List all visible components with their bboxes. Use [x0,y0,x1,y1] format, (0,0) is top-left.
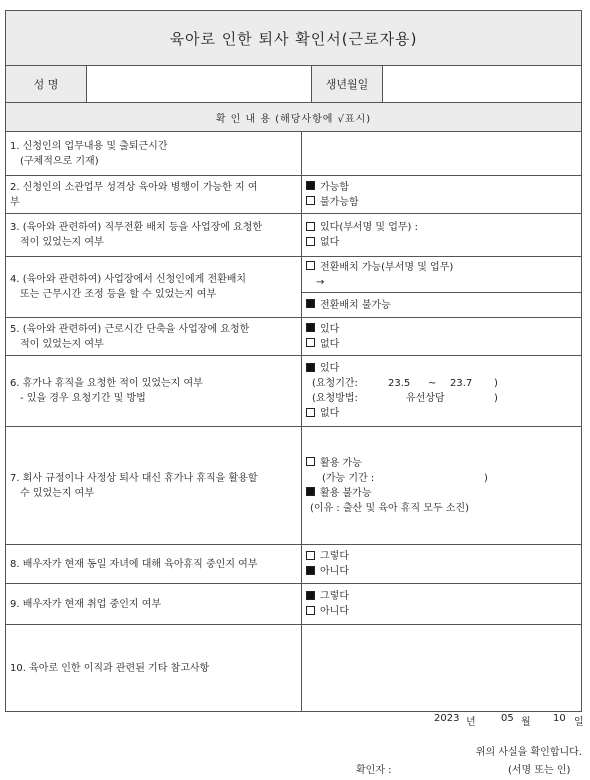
checkbox[interactable] [306,551,315,560]
question-row-8 [6,545,581,584]
answer-9 [302,584,581,624]
question-5: 5. (육아와 관련하여) 근로시간 단축을 사업장에 요청한 적이 있었는지 여부 [6,318,302,355]
checkbox[interactable] [306,338,315,347]
question-9: 9. 배우자가 현재 취업 중인지 여부 [6,584,302,624]
option-yes[interactable]: 있다 [306,361,577,376]
checkbox[interactable] [306,363,315,372]
option-no[interactable]: 없다 [306,235,577,250]
form-frame [5,10,582,712]
option-impossible[interactable]: 불가능함 [306,195,577,210]
option-unusable[interactable]: 활용 불가능 [306,486,577,501]
question-row-1 [6,132,581,176]
section-header: 확 인 내 용 (해당사항에 √표시) [6,103,581,132]
date-month: 05 [501,713,514,724]
question-3: 3. (육아와 관련하여) 직무전환 배치 등을 사업장에 요청한 적이 있었는지 여부 [6,214,302,256]
question-8: 8. 배우자가 현재 동일 자녀에 대해 육아휴직 중인지 여부 [6,545,302,583]
question-row-6 [6,356,581,427]
option-no[interactable]: 없다 [306,406,577,421]
answer-4 [302,257,581,317]
answer-5 [302,318,581,355]
option-yes[interactable]: 있다 [306,322,577,337]
signer-label: 확인자 : [356,765,392,776]
option-transfer-possible[interactable]: 전환배치 가능(부서명 및 업무) [306,260,577,275]
option-usable[interactable]: 활용 가능 [306,456,577,471]
answer-2 [302,176,581,213]
form-title: 육아로 인한 퇴사 확인서(근로자용) [6,11,581,66]
date-year: 2023 [434,713,460,724]
date-day: 10 [553,713,566,724]
request-period: (요청기간: 23.5 ~ 23.7 ) [312,378,498,389]
checkbox[interactable] [306,237,315,246]
unusable-reason: (이유 : 출산 및 육아 휴직 모두 소진) [310,502,470,514]
answer-6 [302,356,581,426]
checkbox[interactable] [306,457,315,466]
question-row-4 [6,257,581,318]
personal-info-row [6,66,581,103]
checkbox[interactable] [306,299,315,308]
answer-10[interactable] [302,625,581,711]
option-possible[interactable]: 가능함 [306,180,577,195]
checkbox[interactable] [306,261,315,270]
option-no[interactable]: 없다 [306,337,577,352]
checkbox[interactable] [306,408,315,417]
checkbox[interactable] [306,606,315,615]
request-method: (요청방법: 유선상담 ) [312,393,498,404]
checkbox[interactable] [306,196,315,205]
checkbox[interactable] [306,181,315,190]
question-row-5 [6,318,581,356]
question-1: 1. 신청인의 업무내용 및 출퇴근시간 (구체적으로 기재) [6,132,302,175]
answer-1 [302,132,581,175]
checkbox[interactable] [306,487,315,496]
period-from: 23.5 [388,378,411,389]
confirm-statement: 위의 사실을 확인합니다. [475,747,582,758]
birthdate-label: 생년월일 [312,66,383,102]
option-no[interactable]: 아니다 [306,564,577,579]
checkbox[interactable] [306,323,315,332]
method-value: 유선상담 [406,393,445,404]
checkbox[interactable] [306,566,315,575]
option-yes[interactable]: 그렇다 [306,589,577,604]
answer-8 [302,545,581,583]
period-to: 23.7 [450,378,473,389]
question-6: 6. 휴가나 휴직을 요청한 적이 있었는지 여부 - 있을 경우 요청기간 및 방법 [6,356,302,426]
option-no[interactable]: 아니다 [306,604,577,619]
question-4: 4. (육아와 관련하여) 사업장에서 신청인에게 전환배치 또는 근무시간 조정 등을 할 수 있었는지 여부 [6,257,302,317]
question-row-9 [6,584,581,625]
checkbox[interactable] [306,591,315,600]
question-7: 7. 회사 규정이나 사정상 퇴사 대신 휴가나 휴직을 활용할 수 있었는지 여부 [6,427,302,544]
name-value [87,66,312,102]
birthdate-value [383,66,581,102]
checkbox[interactable] [306,222,315,231]
question-row-2 [6,176,581,214]
option-yes[interactable]: 그렇다 [306,549,577,564]
signature-note: (서명 또는 인) [508,765,571,776]
question-row-10 [6,625,581,711]
answer-7 [302,427,581,544]
usable-period: (가능 기간 : ) [322,472,488,484]
answer-3 [302,214,581,256]
option-yes-dept[interactable]: 있다(부서명 및 업무) : [306,220,577,235]
question-10: 10. 육아로 인한 이직과 관련된 기타 참고사항 [6,625,302,711]
option-transfer-impossible[interactable]: 전환배치 불가능 [306,298,577,313]
question-2: 2. 신청인의 소관업무 성격상 육아와 병행이 가능한 지 여 부 [6,176,302,213]
name-label: 성 명 [6,66,87,102]
question-row-3 [6,214,581,257]
question-row-7 [6,427,581,545]
arrow-icon: → [316,276,325,288]
